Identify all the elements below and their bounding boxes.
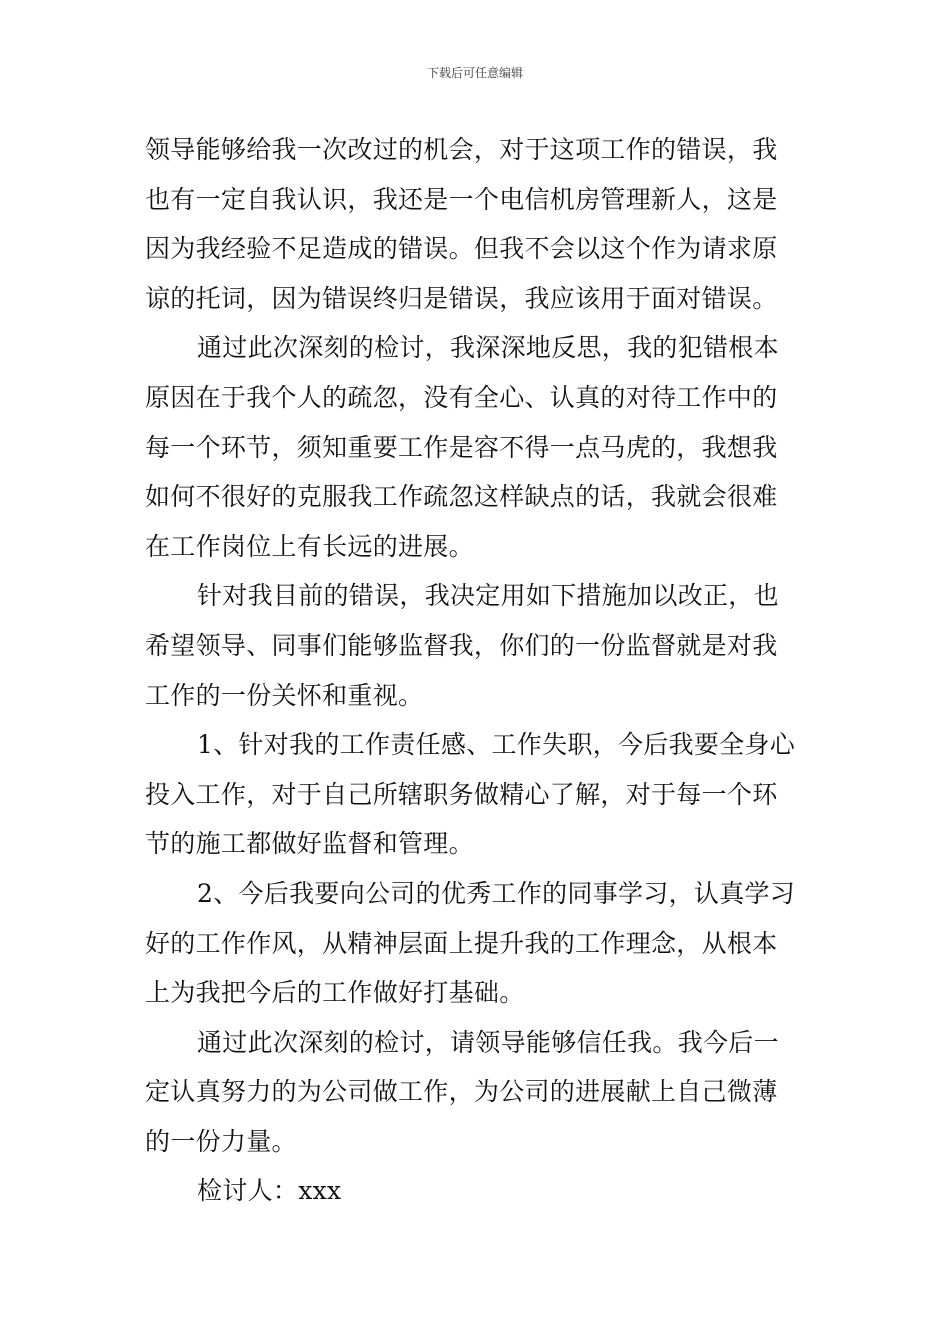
- body-line: 原因在于我个人的疏忽，没有全心、认真的对待工作中的: [145, 382, 778, 412]
- body-line: 的一份力量。: [145, 1126, 297, 1156]
- body-line: 希望领导、同事们能够监督我，你们的一份监督就是对我: [145, 630, 778, 660]
- signature-line: 检讨人：xxx: [197, 1176, 342, 1206]
- body-line: 每一个环节，须知重要工作是容不得一点马虎的，我想我: [145, 432, 778, 462]
- list-item-1-line: 1、针对我的工作责任感、工作失职，今后我要全身心: [197, 730, 796, 760]
- body-line: 领导能够给我一次改过的机会，对于这项工作的错误，我: [145, 135, 778, 164]
- header-note: 下载后可任意编辑: [426, 66, 523, 80]
- body-line: 定认真努力的为公司做工作，为公司的进展献上自己微薄: [145, 1077, 778, 1107]
- paragraph-start-line: 通过此次深刻的检讨，请领导能够信任我。我今后一: [197, 1027, 779, 1057]
- list-item-2-line: 2、今后我要向公司的优秀工作的同事学习，认真学习: [197, 878, 796, 908]
- body-line: 也有一定自我认识，我还是一个电信机房管理新人，这是: [145, 184, 778, 214]
- document-body: [145, 125, 805, 1216]
- body-line: 上为我把今后的工作做好打基础。: [145, 978, 525, 1008]
- paragraph-start-line: 通过此次深刻的检讨，我深深地反思，我的犯错根本: [197, 333, 779, 363]
- paragraph-start-line: 针对我目前的错误，我决定用如下措施加以改正，也: [197, 581, 779, 611]
- body-line: 好的工作作风，从精神层面上提升我的工作理念，从根本: [145, 928, 778, 958]
- body-line: 如何不很好的克服我工作疏忽这样缺点的话，我就会很难: [145, 482, 778, 512]
- body-line: 工作的一份关怀和重视。: [145, 680, 424, 710]
- body-line: 投入工作，对于自己所辖职务做精心了解，对于每一个环: [145, 779, 778, 809]
- body-line: 在工作岗位上有长远的进展。: [145, 531, 474, 561]
- body-line: 因为我经验不足造成的错误。但我不会以这个作为请求原: [145, 234, 778, 264]
- body-line: 谅的托词，因为错误终归是错误，我应该用于面对错误。: [145, 283, 778, 313]
- body-line: 节的施工都做好监督和管理。: [145, 829, 474, 859]
